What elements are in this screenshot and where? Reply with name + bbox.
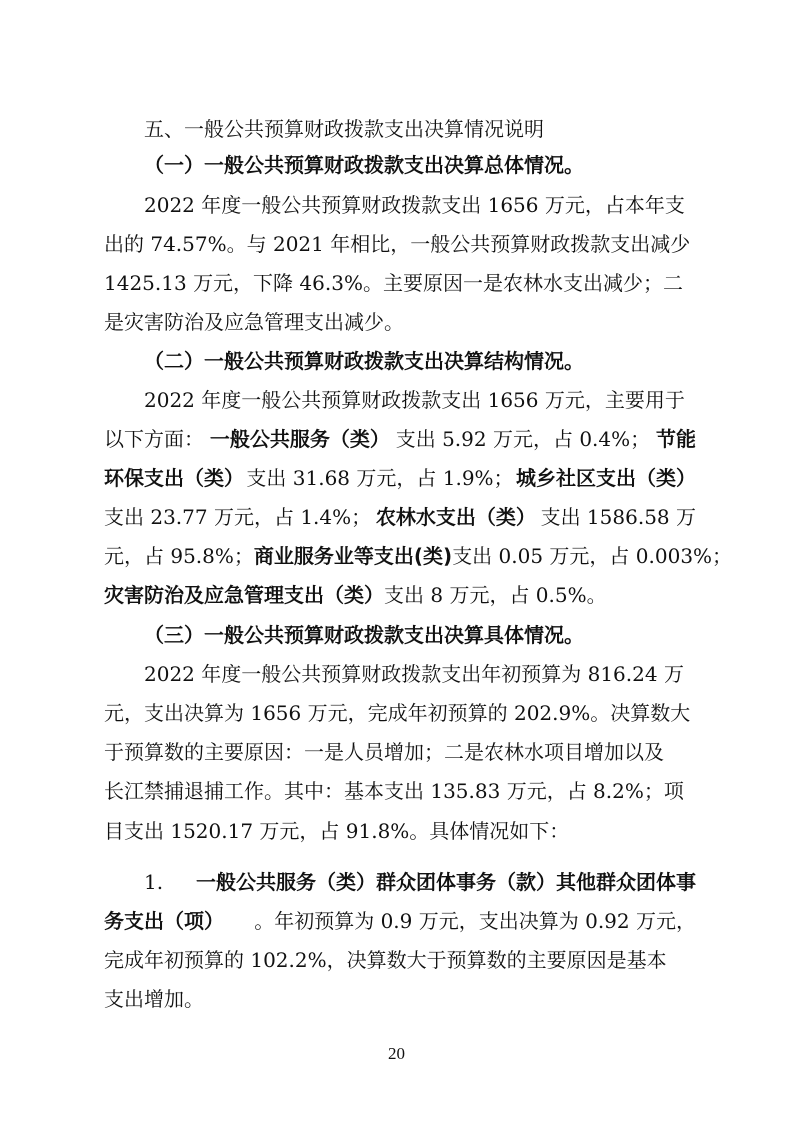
item-title-start: 一般公共服务（类）群众团体事务（款）其他群众团体事 bbox=[196, 870, 696, 894]
category-energy-saving-start: 节能 bbox=[656, 427, 696, 451]
item-number: 1. bbox=[144, 870, 164, 894]
item-1-line-3: 完成年初预算的 102.2%，决算数大于预算数的主要原因是基本 bbox=[104, 948, 667, 972]
para-structure-line-5 bbox=[104, 543, 733, 569]
item-1-line-2 bbox=[104, 908, 696, 934]
category-energy-saving-end: 环保支出（类） bbox=[104, 466, 244, 490]
para-details-line-4: 长江禁捕退捕工作。其中：基本支出 135.83 万元，占 8.2%；项 bbox=[104, 779, 684, 803]
para-overall-line-2: 出的 74.57%。与 2021 年相比，一般公共预算财政拨款支出减少 bbox=[104, 232, 691, 256]
category-urban-rural-community: 城乡社区支出（类） bbox=[515, 466, 696, 490]
item-title-end: 务支出（项） bbox=[104, 909, 224, 933]
para-overall-line-3: 1425.13 万元，下降 46.3%。主要原因一是农林水支出减少；二 bbox=[104, 271, 683, 295]
para-structure-line-1: 2022 年度一般公共预算财政拨款支出 1656 万元，主要用于 bbox=[144, 388, 685, 412]
category-disaster-prevention: 灾害防治及应急管理支出（类） bbox=[104, 583, 384, 607]
para-structure-line-6 bbox=[104, 582, 696, 608]
item-1-line-1 bbox=[144, 869, 696, 895]
text-segment: 。年初预算为 0.9 万元，支出决算为 0.92 万元， bbox=[254, 909, 696, 933]
para-details-line-1: 2022 年度一般公共预算财政拨款支出年初预算为 816.24 万 bbox=[144, 662, 684, 686]
text-segment: 支出 23.77 万元，占 1.4%； bbox=[104, 505, 372, 529]
category-general-public-services: 一般公共服务（类） bbox=[209, 427, 390, 451]
heading-overall: （一）一般公共预算财政拨款支出决算总体情况。 bbox=[144, 153, 584, 177]
para-details-line-5: 目支出 1520.17 万元，占 91.8%。具体情况如下： bbox=[104, 819, 570, 843]
text-segment: 以下方面： bbox=[104, 427, 204, 451]
heading-details: （三）一般公共预算财政拨款支出决算具体情况。 bbox=[144, 623, 584, 647]
category-agriculture-forestry-water: 农林水支出（类） bbox=[375, 505, 536, 529]
para-structure-line-4 bbox=[104, 504, 696, 530]
text-segment: 支出 31.68 万元，占 1.9%； bbox=[246, 466, 514, 490]
page-number: 20 bbox=[388, 1044, 405, 1063]
item-1-line-4: 支出增加。 bbox=[104, 987, 204, 1011]
text-segment: 支出 1586.58 万 bbox=[540, 505, 696, 529]
para-structure-line-2 bbox=[104, 426, 696, 452]
para-structure-line-3 bbox=[104, 465, 696, 491]
section-title: 五、一般公共预算财政拨款支出决算情况说明 bbox=[144, 117, 544, 141]
para-details-line-2: 元，支出决算为 1656 万元，完成年初预算的 202.9%。决算数大 bbox=[104, 701, 691, 725]
para-details-line-3: 于预算数的主要原因：一是人员增加；二是农林水项目增加以及 bbox=[104, 740, 664, 764]
category-commercial-services: 商业服务业等支出(类) bbox=[253, 544, 453, 568]
text-segment: 支出 5.92 万元，占 0.4%； bbox=[395, 427, 651, 451]
text-segment: 元，占 95.8%； bbox=[104, 544, 254, 568]
text-segment: 支出 0.05 万元，占 0.003%； bbox=[452, 544, 733, 568]
text-segment: 支出 8 万元，占 0.5%。 bbox=[384, 583, 607, 607]
heading-structure: （二）一般公共预算财政拨款支出决算结构情况。 bbox=[144, 349, 584, 373]
para-overall-line-1: 2022 年度一般公共预算财政拨款支出 1656 万元，占本年支 bbox=[144, 193, 685, 217]
para-overall-line-4: 是灾害防治及应急管理支出减少。 bbox=[104, 310, 404, 334]
